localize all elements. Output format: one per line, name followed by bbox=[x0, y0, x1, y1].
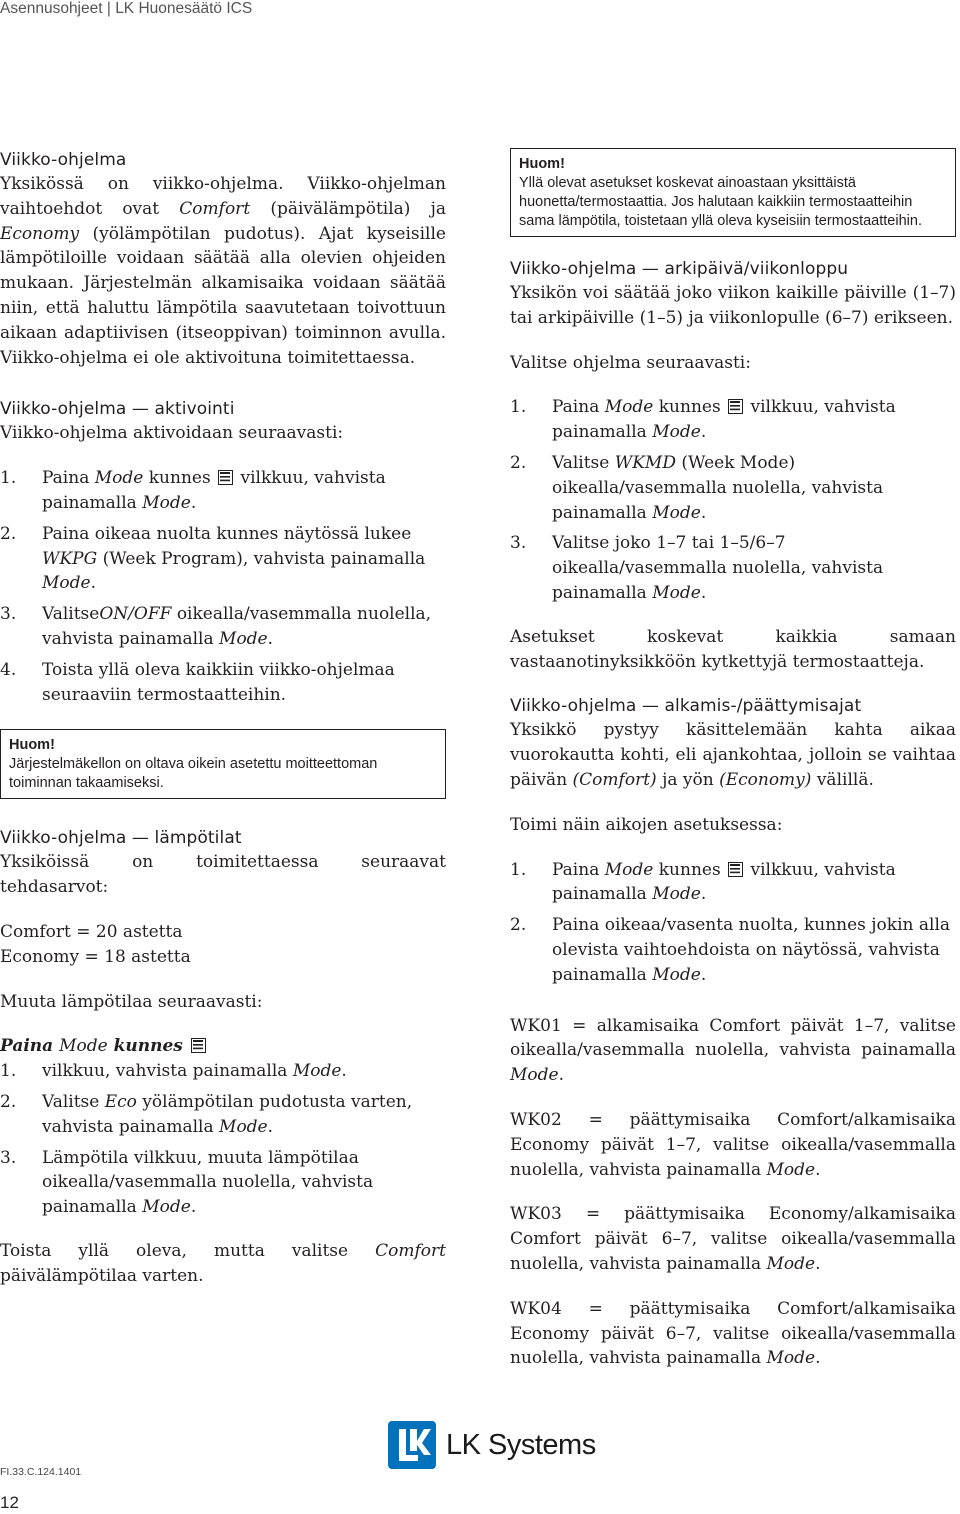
note-box-single-thermostat: Huom! Yllä olevat asetukset koskevat ainoastaan yksittäistä huonetta/termostaattia. Jos halutaan kaikkiin termostaatteihin sama lämpötila, toistetaan yllä oleva kyseisiin termostaatteihin. bbox=[510, 148, 956, 237]
list-item: 3. Valitse joko 1–7 tai 1–5/6–7 oikealla/vasemmalla nuolella, vahvista painamalla Mode. bbox=[510, 533, 884, 603]
press-mode-until: Paina Mode kunnes bbox=[0, 1034, 446, 1059]
temperatures-intro: Yksiköissä on toimitettaessa seuraavat tehdasarvot: bbox=[0, 852, 446, 898]
list-item: 1. Paina Mode kunnes vilkkuu, vahvista painamalla Mode. bbox=[0, 468, 386, 513]
page-number: 12 bbox=[0, 1493, 19, 1512]
menu-icon bbox=[218, 470, 233, 485]
select-program-intro: Valitse ohjelma seuraavasti: bbox=[510, 352, 751, 373]
list-item: 1. Paina Mode kunnes vilkkuu, vahvista painamalla Mode. bbox=[510, 859, 896, 905]
weekday-weekend-paragraph: Yksikön voi säätää joko viikon kaikille päiville (1–7) tai arkipäiville (1–5) ja viikonlopulle (6–7) erikseen. bbox=[510, 283, 956, 328]
repeat-comfort-paragraph: Toista yllä oleva, mutta valitse Comfort päivälämpötilaa varten. bbox=[0, 1240, 446, 1286]
time-setting-steps bbox=[510, 858, 956, 988]
week-mode-steps bbox=[510, 395, 956, 605]
settings-apply-paragraph: Asetukset koskevat kaikkia samaan vastaanotinyksikköön kytkettyjä termostaatteja. bbox=[510, 626, 956, 672]
list-item: 1. Paina Mode kunnes vilkkuu, vahvista painamalla Mode. bbox=[510, 397, 896, 443]
list-item: 1. vilkkuu, vahvista painamalla Mode. bbox=[0, 1061, 347, 1082]
document-code: FI.33.C.124.1401 bbox=[0, 1466, 82, 1478]
menu-icon bbox=[728, 399, 743, 414]
section-heading-weekly-program: Viikko-ohjelma bbox=[0, 150, 127, 170]
change-temperature-intro: Muuta lämpötilaa seuraavasti: bbox=[0, 991, 263, 1012]
wk03-paragraph: WK03 = päättymisaika Economy/alkamisaika Comfort päivät 6–7, valitse oikealla/vasemmalla nuolella, vahvista painamalla Mode. bbox=[510, 1204, 956, 1274]
section-heading-activation: Viikko-ohjelma — aktivointi bbox=[0, 399, 235, 420]
brand-name: LK Systems bbox=[446, 1428, 596, 1461]
menu-icon bbox=[191, 1038, 206, 1053]
list-item: 4. Toista yllä oleva kaikkiin viikko-ohjelmaa seuraaviin termostaatteihin. bbox=[0, 659, 395, 705]
wk01-paragraph: WK01 = alkamisaika Comfort päivät 1–7, valitse oikealla/vasemmalla nuolella, vahvista painamalla Mode. bbox=[510, 1015, 956, 1086]
running-header: Asennusohjeet | LK Huonesäätö ICS bbox=[0, 0, 253, 17]
economy-value: Economy = 18 astetta bbox=[0, 946, 191, 967]
lk-systems-logo bbox=[388, 1421, 596, 1469]
section-heading-start-end-times: Viikko-ohjelma — alkamis-/päättymisajat bbox=[510, 696, 862, 717]
list-item: 2. Valitse WKMD (Week Mode) oikealla/vasemmalla nuolella, vahvista painamalla Mode. bbox=[510, 452, 884, 523]
start-end-paragraph: Yksikkö pystyy käsittelemään kahta aikaa vuorokautta kohti, eli ajankohtaa, jolloin se vaihtaa päivän (Comfort) ja yön (Economy) välillä. bbox=[510, 720, 956, 790]
list-item: 2. Valitse Eco yölämpötilan pudotusta varten, vahvista painamalla Mode. bbox=[0, 1091, 413, 1137]
comfort-value: Comfort = 20 astetta bbox=[0, 921, 183, 942]
section-heading-temperatures: Viikko-ohjelma — lämpötilat bbox=[0, 828, 242, 849]
wk04-paragraph: WK04 = päättymisaika Comfort/alkamisaika Economy päivät 6–7, valitse oikealla/vasemmalla nuolella, vahvista painamalla Mode. bbox=[510, 1298, 956, 1369]
time-setting-intro: Toimi näin aikojen asetuksessa: bbox=[510, 814, 783, 835]
list-item: 2. Paina oikeaa/vasenta nuolta, kunnes jokin alla olevista vaihtoehdoista on näytössä, vahvista painamalla Mode. bbox=[510, 915, 951, 985]
activation-intro: Viikko-ohjelma aktivoidaan seuraavasti: bbox=[0, 423, 344, 444]
wk02-paragraph: WK02 = päättymisaika Comfort/alkamisaika Economy päivät 1–7, valitse oikealla/vasemmalla nuolella, vahvista painamalla Mode. bbox=[510, 1109, 956, 1180]
menu-icon bbox=[728, 862, 743, 877]
temperature-steps bbox=[0, 1059, 446, 1220]
left-column bbox=[0, 148, 446, 1289]
section-heading-weekday-weekend: Viikko-ohjelma — arkipäivä/viikonloppu bbox=[510, 259, 849, 279]
list-item: 3. ValitseON/OFF oikealla/vasemmalla nuolella, vahvista painamalla Mode. bbox=[0, 604, 432, 649]
right-column bbox=[510, 148, 956, 1371]
list-item: 3. Lämpötila vilkkuu, muuta lämpötilaa oikealla/vasemmalla nuolella, vahvista painamalla Mode. bbox=[0, 1147, 374, 1218]
weekly-program-paragraph: Yksikössä on viikko-ohjelma. Viikko-ohjelman vaihtoehdot ovat Comfort (päivälämpötila) ja Economy (yölämpötilan pudotus). Ajat kyseisille lämpötiloille voidaan säätää alla olevien ohjeiden mukaan. Järjestelmän alkamisaika voidaan säätää niin, että haluttu lämpötila saavutetaan toivottuun aikaan adaptiivisen (itseoppivan) toiminnon avulla. Viikko-ohjelma ei ole aktivoituna toimitettaessa. bbox=[0, 174, 447, 368]
activation-steps bbox=[0, 466, 446, 707]
list-item: 2. Paina oikeaa nuolta kunnes näytössä lukee WKPG (Week Program), vahvista painamalla Mode. bbox=[0, 523, 426, 594]
note-box-clock: Huom! Järjestelmäkellon on oltava oikein asetettu moitteettoman toiminnan takaamiseksi. bbox=[0, 729, 446, 799]
lk-logo-mark bbox=[388, 1421, 436, 1469]
